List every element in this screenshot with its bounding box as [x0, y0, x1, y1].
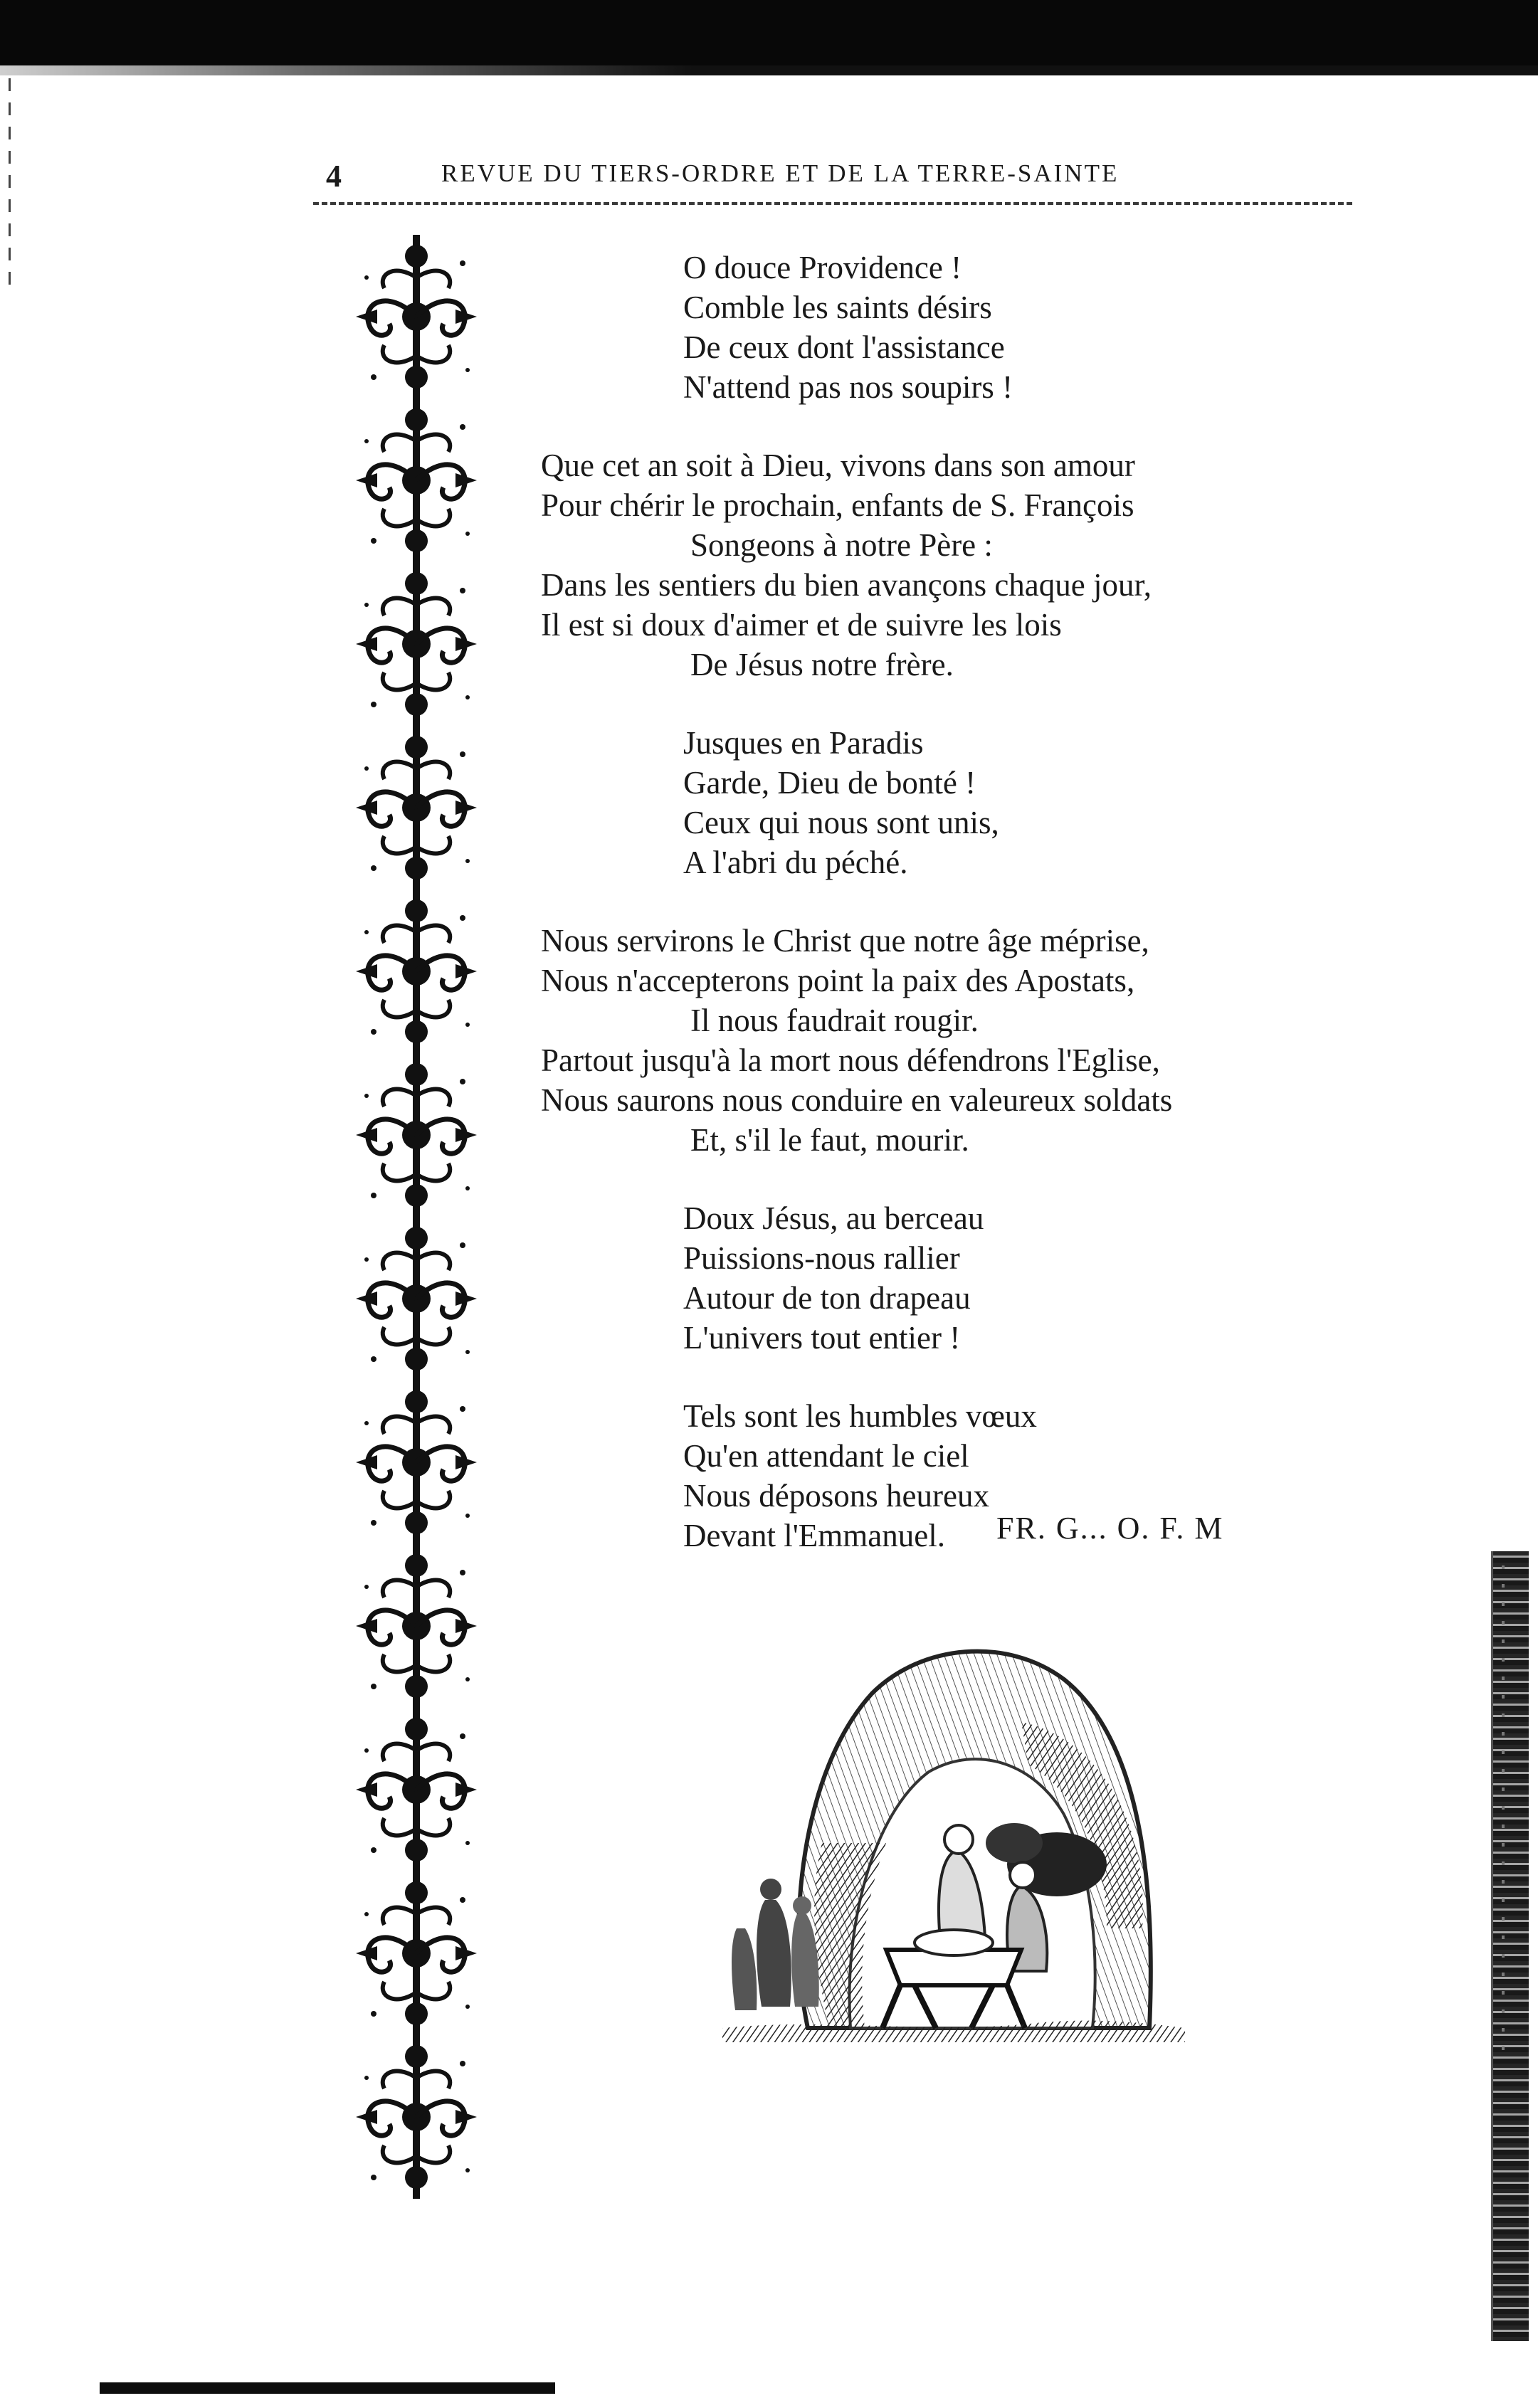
poem-line: Tels sont les humbles vœux [683, 1398, 1037, 1434]
scan-right-edge-shadow [1491, 1551, 1529, 2341]
stanza-1 [541, 248, 1338, 407]
poem-line: Qu'en attendant le ciel [683, 1438, 969, 1474]
stanza-4 [541, 921, 1338, 1160]
poem-line: Nous servirons le Christ que notre âge méprise, [541, 923, 1149, 959]
poem-line: Devant l'Emmanuel. [683, 1518, 945, 1553]
poem-line: O douce Providence ! [683, 250, 962, 285]
poem [541, 248, 1338, 1556]
poem-line: Pour chérir le prochain, enfants de S. François [541, 487, 1134, 523]
poem-line: De Jésus notre frère. [690, 647, 954, 682]
poem-line: Puissions-nous rallier [683, 1240, 960, 1276]
header-rule [313, 202, 1352, 205]
poem-line: A l'abri du péché. [683, 845, 908, 880]
scan-top-edge-shadow [0, 65, 1538, 75]
poem-line: Comble les saints désirs [683, 290, 992, 325]
poem-line: Il est si doux d'aimer et de suivre les lois [541, 607, 1062, 643]
poem-line: Doux Jésus, au berceau [683, 1200, 984, 1236]
floral-scroll-border-icon [345, 235, 488, 2199]
poem-line: L'univers tout entier ! [683, 1320, 961, 1356]
running-title: REVUE DU TIERS-ORDRE ET DE LA TERRE-SAINTE [441, 159, 1120, 187]
poem-line: Il nous faudrait rougir. [690, 1003, 979, 1038]
poem-line: Que cet an soit à Dieu, vivons dans son amour [541, 448, 1135, 483]
stanza-2 [541, 445, 1338, 685]
scan-right-edge-dots [1502, 1565, 1505, 2064]
poem-line: Ceux qui nous sont unis, [683, 805, 999, 840]
poem-line: Dans les sentiers du bien avançons chaque jour, [541, 567, 1152, 603]
poem-line: Autour de ton drapeau [683, 1280, 971, 1316]
poem-line: Partout jusqu'à la mort nous défendrons l'Eglise, [541, 1042, 1160, 1078]
poem-line: Garde, Dieu de bonté ! [683, 765, 976, 801]
stanza-3 [541, 723, 1338, 882]
poem-line: Nous déposons heureux [683, 1478, 989, 1514]
page-number: 4 [326, 159, 342, 194]
poem-line: N'attend pas nos soupirs ! [683, 369, 1013, 405]
scan-top-edge-bar [0, 0, 1538, 65]
poem-line: De ceux dont l'assistance [683, 329, 1005, 365]
nativity-scene-engraving [722, 1630, 1185, 2042]
poem-line: Songeons à notre Père : [690, 527, 993, 563]
poem-line: Jusques en Paradis [683, 725, 924, 761]
author-signature: FR. G... O. F. M [996, 1511, 1224, 1546]
scan-bottom-edge-bar [100, 2382, 555, 2394]
stanza-5 [541, 1198, 1338, 1358]
poem-line: Nous saurons nous conduire en valeureux soldats [541, 1082, 1173, 1118]
poem-line: Et, s'il le faut, mourir. [690, 1122, 969, 1158]
poem-line: Nous n'accepterons point la paix des Apostats, [541, 963, 1135, 998]
scan-left-edge-marks [9, 78, 11, 285]
